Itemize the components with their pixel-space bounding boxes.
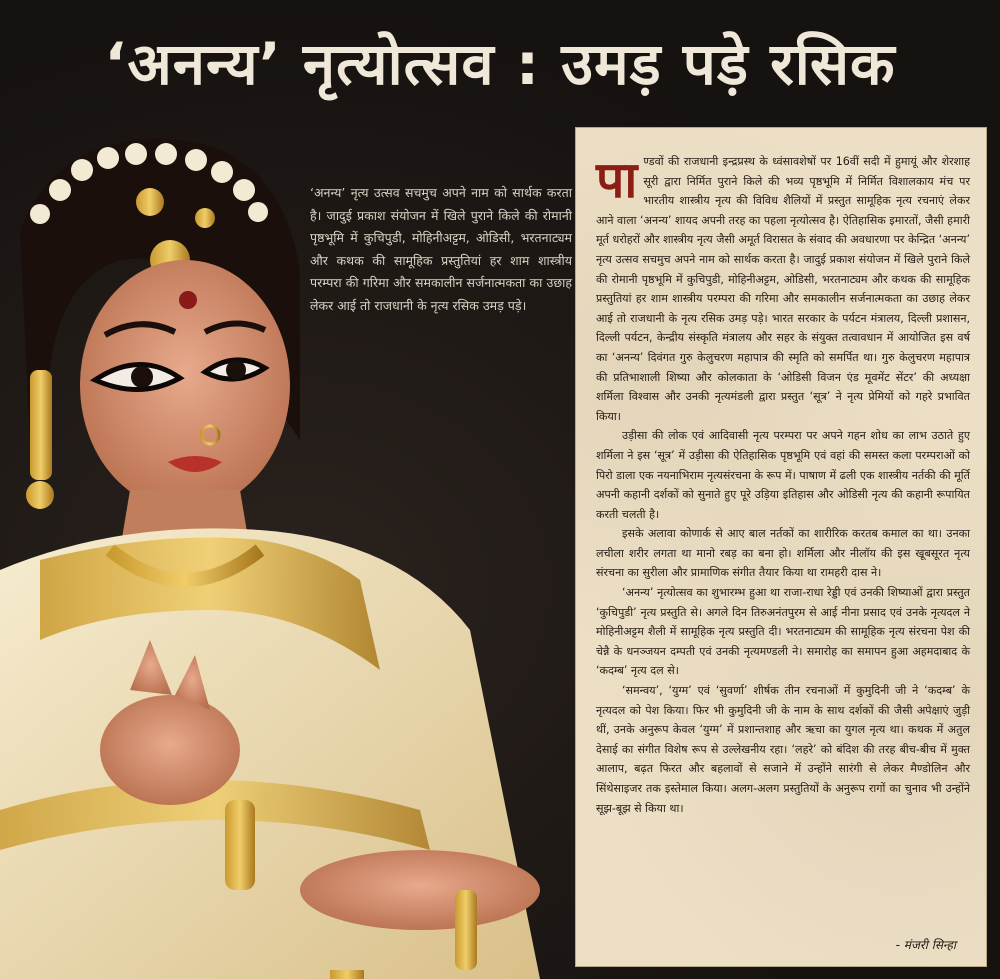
article-paragraph: उड़ीसा की लोक एवं आदिवासी नृत्य परम्परा पर अपने गहन शोध का लाभ उठाते हुए शर्मिला ने इस ‘सूत्र’ में उड़ीसा की ऐतिहासिक पृष्ठभूमि एवं वहां की समस्त कला परम्पराओं को पिरो डाला एक नयनाभिराम नृत्यसंरचना के रूप में। पाषाण में ढली एक शास्त्रीय नर्तकी की मूर्ति अपनी कहानी दर्शकों को सुनाते हुए पूरे उड़िया इतिहास और ओडिसी नृत्य की कहानी रूपायित करती चलती है। bbox=[596, 429, 970, 521]
article-paragraph: ‘अनन्य’ नृत्योत्सव का शुभारम्भ हुआ था राजा-राधा रेड्डी एवं उनकी शिष्याओं द्वारा प्रस्तुत ‘कुचिपुडी’ नृत्य प्रस्तुति से। अगले दिन तिरुअनंतपुरम से आई नीना प्रसाद एवं उनके नृत्यदल ने मोहिनीअट्टम शैली में सामूहिक नृत्य प्रस्तुति दी। भरतनाट्यम की सामूहिक नृत्य संरचना पेश की चेन्नै के धनञ्जयन दम्पती एवं उनकी नृत्यमण्डली ने। समारोह का समापन हुआ अहमदाबाद के ‘कदम्ब’ नृत्य दल से। bbox=[596, 586, 970, 678]
article-paragraph: ‘समन्वय’, ‘युग्म’ एवं ‘सुवर्णा’ शीर्षक तीन रचनाओं में कुमुदिनी जी ने ‘कदम्ब’ के नृत्यदल को पेश किया। फिर भी कुमुदिनी जी के नाम के साथ दर्शकों की जैसी अपेक्षाएं जुड़ी थीं, उनके अनुरूप केवल ‘युग्म’ में प्रशान्तशाह और ऋचा का युगल नृत्य था। कथक में अतुल देसाई का संगीत विशेष रूप से उल्लेखनीय रहा। ‘लहरे’ को बंदिश की तरह बीच-बीच में मुक्त आलाप, बढ़त फिरत और बहलावों से सजाने में उन्होंने सारंगी से लेकर मैण्डोलिन और सिंथेसाइजर तक इस्तेमाल किया। अलग-अलग प्रस्तुतियों के अनुरूप रागों का चुनाव भी उन्होंने सूझ-बूझ से किया था। bbox=[596, 684, 970, 815]
photo-caption: ‘अनन्य’ नृत्य उत्सव सचमुच अपने नाम को सार्थक करता है। जादुई प्रकाश संयोजन में खिले पुराने किले की रोमानी पृष्ठभूमि में कुचिपुडी, मोहिनीअट्टम, ओडिसी, भरतनाट्यम और कथक की सामूहिक प्रस्तुतियां हर शाम शास्त्रीय परम्परा की गरिमा और समकालीन सर्जनात्मकता का उछाह लेकर आई तो राजधानी के नृत्य रसिक उमड़ पड़े। bbox=[310, 185, 572, 313]
article-paragraph: पाण्डवों की राजधानी इन्द्रप्रस्थ के ध्वंसावशेषों पर 16वीं सदी में हुमायूं और शेरशाह सूरी द्वारा निर्मित पुराने किले की भव्य पृष्ठभूमि में निर्मित विशालकाय मंच पर भारतीय शास्त्रीय नृत्य की विविध शैलियों में प्रस्तुत सामूहिक नृत्य रचनाएं लेकर आने वाला ‘अनन्य’ शायद अपनी तरह का पहला नृत्योत्सव है। ऐतिहासिक इमारतों, जैसी हमारी मूर्त धरोहरों और शास्त्रीय नृत्य जैसी अमूर्त विरासत के संवाद की अवधारणा पर केन्द्रित ‘अनन्य’ नृत्य उत्सव सचमुच अपने नाम को सार्थक करता है। जादुई प्रकाश संयोजन में खिले पुराने किले की रोमानी पृष्ठभूमि में कुचिपुडी, मोहिनीअट्टम, ओडिसी, भरतनाट्यम और कथक की सामूहिक प्रस्तुतियां हर शाम शास्त्रीय परम्परा की गरिमा और समकालीन सर्जनात्मकता का उछाह लेकर आई तो राजधानी के नृत्य रसिक उमड़ पड़े। भारत सरकार के पर्यटन मंत्रालय, दिल्ली प्रशासन, दिल्ली पर्यटन, केन्द्रीय संस्कृति मंत्रालय और सहर के संयुक्त तत्वावधान में आयोजित इस वर्ष का ‘अनन्य’ दिवंगत गुरु केलुचरण महापात्र की स्मृति को समर्पित था। गुरु केलुचरण महापात्र की प्रतिभाशाली शिष्या और कोलकाता के ‘ओडिसी विजन एंड मूवमेंट सेंटर’ की अध्यक्षा शर्मिला विश्वास और उनकी नृत्यमंडली द्वारा प्रस्तुत ‘सूत्र’ ने नृत्य प्रेमियों को गहरे प्रभावित किया। bbox=[596, 151, 970, 423]
article-paragraph: इसके अलावा कोणार्क से आए बाल नर्तकों का शारीरिक करतब कमाल का था। उनका लचीला शरीर लगता था मानो रबड़ का बना हो। शर्मिला और नीलॉय की इस खूबसूरत नृत्य संरचना का सुरीला और प्रामाणिक संगीत तैयार किया था रामहरी दास ने। bbox=[596, 527, 970, 580]
headline: ‘अनन्य’ नृत्योत्सव : उमड़ पड़े रसिक bbox=[104, 30, 896, 98]
drop-cap: पा bbox=[596, 151, 638, 209]
byline: - मंजरी सिन्हा bbox=[895, 938, 956, 953]
article-box bbox=[575, 127, 987, 967]
